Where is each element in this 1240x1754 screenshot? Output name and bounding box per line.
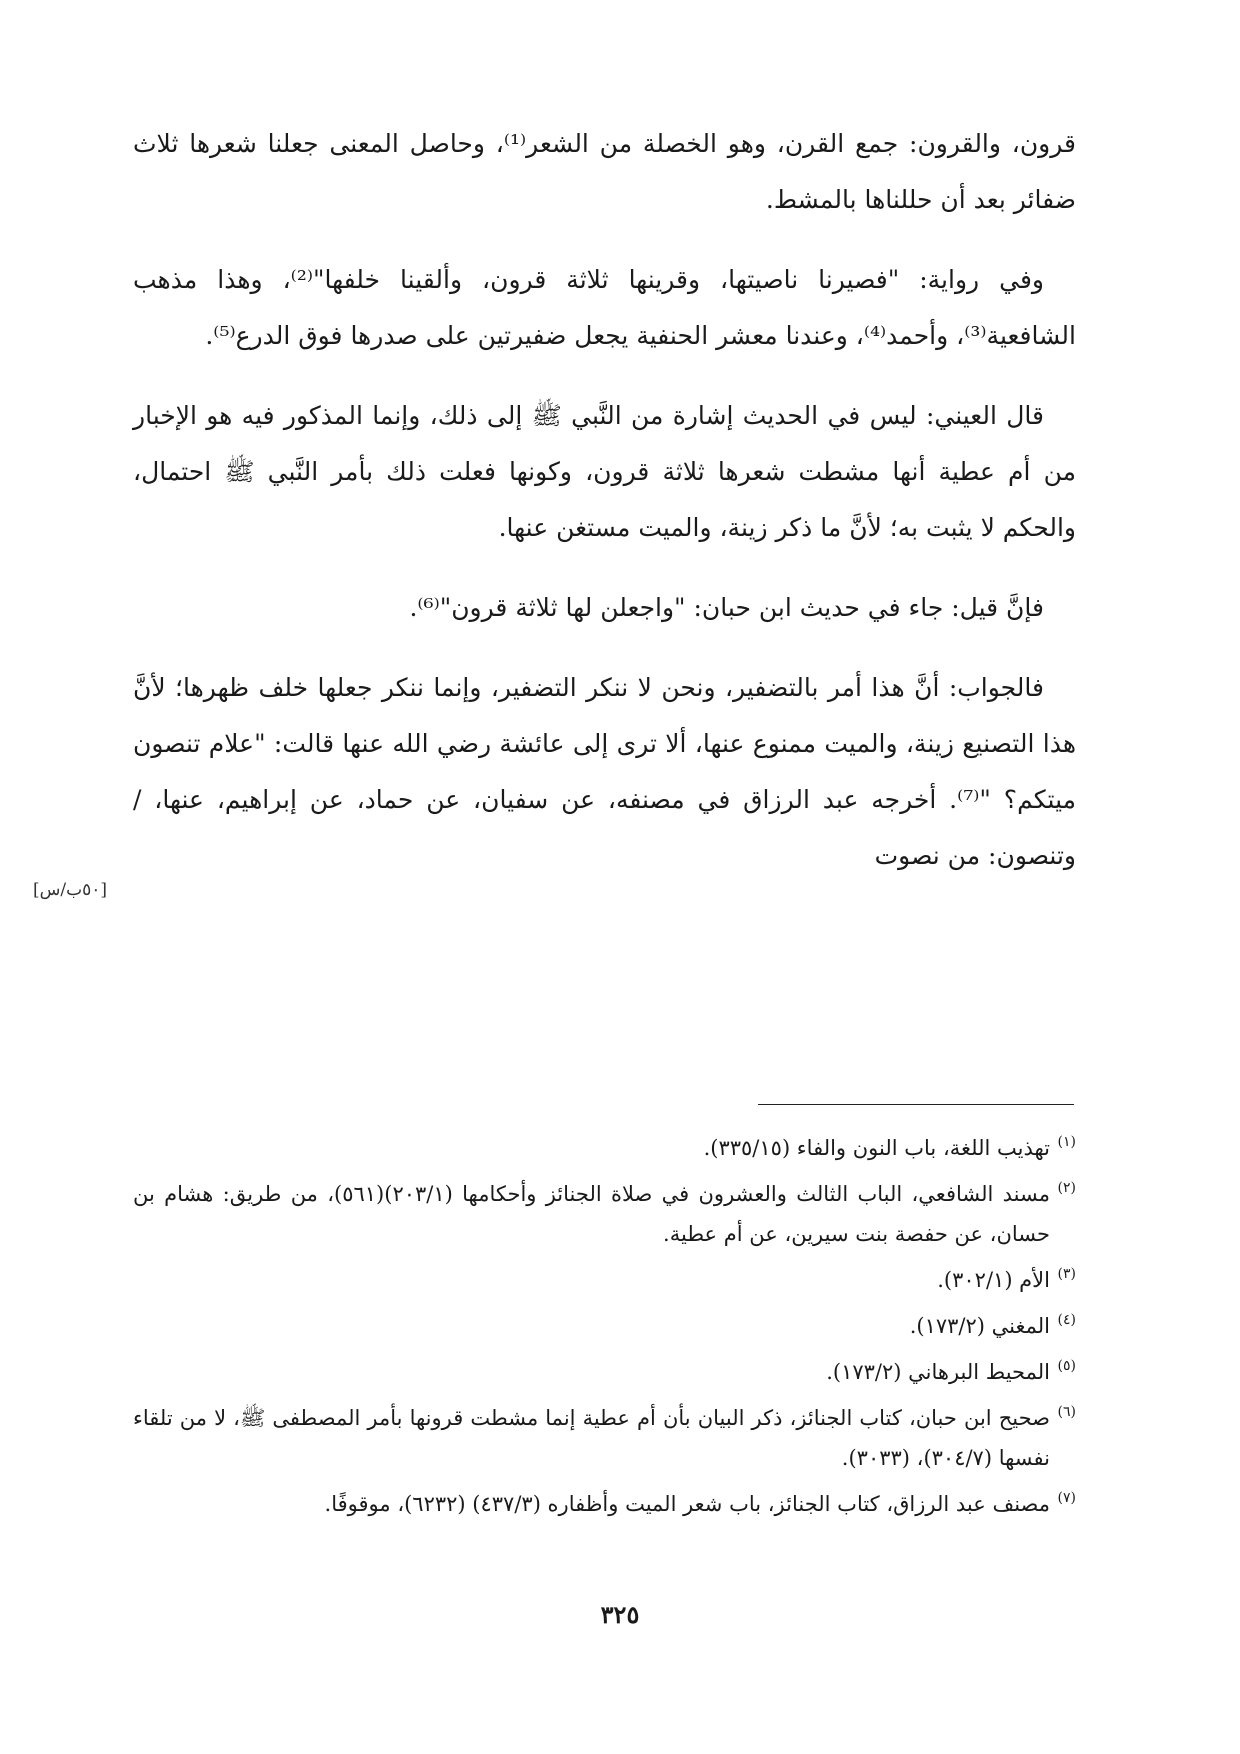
paragraph-1: قرون، والقرون: جمع القرن، وهو الخصلة من الشعر⁽¹⁾، وحاصل المعنى جعلنا شعرها ثلاث ضفائر بعد أن حللناها بالمشط. [133,129,1077,214]
footnote-text: الأم (٣٠٢/١). [937,1268,1050,1292]
footnote-text: مصنف عبد الرزاق، كتاب الجنائز، باب شعر الميت وأظفاره (٤٣٧/٣) (٦٢٣٢)، موقوفًا. [324,1492,1050,1516]
footnote-1 [133,1128,1076,1168]
page-number: ٣٢٥ [600,1600,640,1629]
footnote-4 [133,1306,1076,1346]
footnote-number: (٧) [1057,1490,1076,1506]
footnotes [133,1128,1076,1530]
footnote-3 [133,1260,1076,1300]
footnote-number: (٢) [1057,1180,1076,1196]
footnote-number: (١) [1057,1134,1076,1150]
footnote-5 [133,1352,1076,1392]
footnote-number: (٦) [1057,1404,1076,1420]
manuscript-folio-note: [٥٠ب/س] [33,880,108,900]
footnote-number: (٥) [1057,1358,1076,1374]
footnote-6 [133,1398,1076,1478]
footnote-text: المغني (١٧٣/٢). [909,1314,1050,1338]
main-text [133,116,1076,908]
footnote-text: تهذيب اللغة، باب النون والفاء (٣٣٥/١٥). [703,1136,1050,1160]
paragraph-4: فإنَّ قيل: جاء في حديث ابن حبان: "واجعلن لها ثلاثة قرون"⁽⁶⁾. [409,593,1044,622]
footnote-text: مسند الشافعي، الباب الثالث والعشرون في صلاة الجنائز وأحكامها (٢٠٣/١)(٥٦١)، من طريق: هشام بن حسان، عن حفصة بنت سيرين، عن أم عطية. [133,1182,1050,1246]
footnote-separator [758,1104,1074,1105]
footnote-number: (٤) [1057,1312,1076,1328]
footnote-2 [133,1174,1076,1254]
footnote-7 [133,1484,1076,1524]
footnote-number: (٣) [1057,1266,1076,1282]
footnote-text: صحيح ابن حبان، كتاب الجنائز، ذكر البيان بأن أم عطية إنما مشطت قرونها بأمر المصطفى ﷺ، لا من تلقاء نفسها (٣٠٤/٧)، (٣٠٣٣). [133,1406,1050,1470]
footnote-text: المحيط البرهاني (١٧٣/٢). [826,1360,1050,1384]
paragraph-3: قال العيني: ليس في الحديث إشارة من النَّبي ﷺ إلى ذلك، وإنما المذكور فيه هو الإخبار من أم عطية أنها مشطت شعرها ثلاثة قرون، وكونها فعلت ذلك بأمر النَّبي ﷺ احتمال، والحكم لا يثبت به؛ لأنَّ ما ذكر زينة، والميت مستغن عنها. [133,401,1076,542]
paragraph-2: وفي رواية: "فصيرنا ناصيتها، وقرينها ثلاثة قرون، وألقينا خلفها"⁽²⁾، وهذا مذهب الشافعية⁽³⁾، وأحمد⁽⁴⁾، وعندنا معشر الحنفية يجعل ضفيرتين على صدرها فوق الدرع⁽⁵⁾. [133,265,1076,350]
paragraph-5: فالجواب: أنَّ هذا أمر بالتضفير، ونحن لا ننكر التضفير، وإنما ننكر جعلها خلف ظهرها؛ لأنَّ هذا التصنيع زينة، والميت ممنوع عنها، ألا ترى إلى عائشة رضي الله عنها قالت: "علام تنصون ميتكم؟ "⁽⁷⁾. أخرجه عبد الرزاق في مصنفه، عن سفيان، عن حماد، عن إبراهيم، عنها، /وتنصون: من نصوت [133,673,1076,870]
